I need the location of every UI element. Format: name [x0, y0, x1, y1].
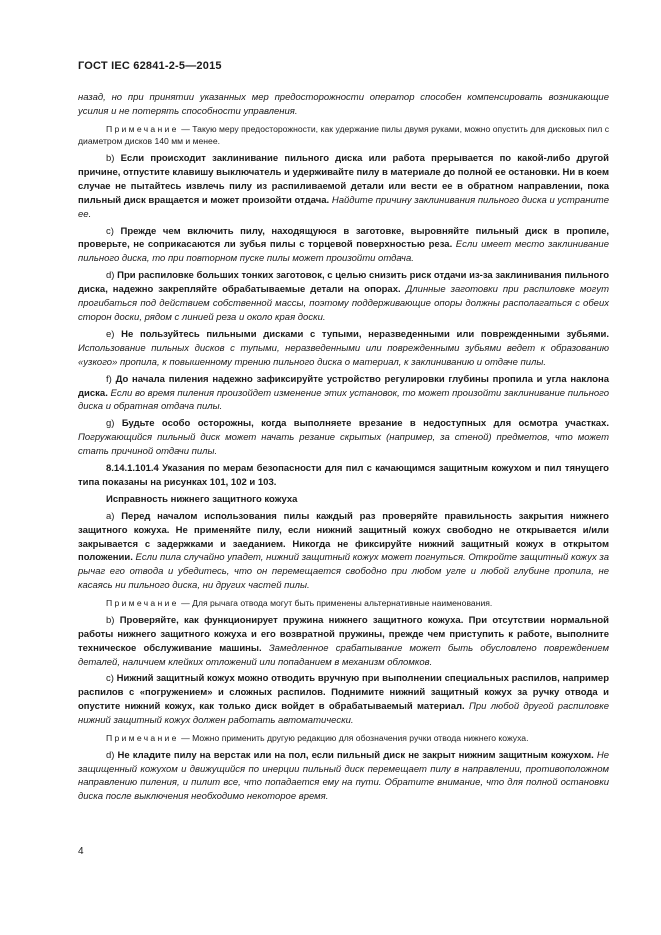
body-paragraph — [78, 373, 609, 415]
italic-text: Замедленное срабатывание может быть обусловлено повреждением деталей, наличием клейких отложений или попаданием в механизм обломков. — [78, 642, 609, 668]
italic-text: Погружающийся пильный диск может начать резание скрытых (например, за стеной) предметов, что может стать причиной отдачи пилы. — [78, 432, 609, 458]
bold-text: До начала пиления надежно зафиксируйте устройство регулировки глубины пропила и угла наклона диска. — [78, 373, 609, 399]
bold-text: Перед началом использования пилы каждый раз проверяйте правильность закрытия нижнего защитного кожуха. Не применяйте пилу, если нижний защитный кожух свободно не открывается и/или закрывается с задержками и заеданием. Никогда не фиксируйте нижний защитный кожух в открытом положении. — [78, 510, 609, 564]
italic-text: При любой другой распиловке нижний защитный кожух должен работать автоматически. — [78, 701, 609, 727]
italic-text: Найдите причину заклинивания пильного диска и устраните ее. — [78, 194, 609, 220]
page-number: 4 — [78, 846, 84, 857]
body-paragraph — [78, 328, 609, 370]
text-run: a) — [106, 510, 122, 522]
note-label: Примечание — [106, 123, 179, 134]
body-paragraph — [78, 417, 609, 459]
italic-text: Не защищенный кожухом и движущийся по инерции пильный диск перемещает пилу в направлении, противоположном направлению пиления, и пилит все, что попадается ему на пути. Обратите внимание, что для полной остановки диска после выключения необходимо некоторое время. — [78, 749, 609, 803]
text-run: c) — [106, 673, 117, 685]
text-run: b) — [106, 153, 121, 164]
body-paragraph — [78, 614, 609, 670]
text-run: e) — [106, 328, 122, 340]
note-label: Примечание — [106, 733, 179, 744]
body-paragraph — [78, 749, 609, 805]
document-header: ГОСТ IEC 62841-2-5—2015 — [78, 60, 222, 72]
document-body — [78, 88, 609, 804]
body-paragraph — [78, 225, 609, 267]
bold-text: 8.14.1.101.4 Указания по мерам безопасности для пил с качающимся защитным кожухом и пил тянущего типа показаны на рисунках 101, 102 и 103. — [78, 463, 609, 488]
body-paragraph — [78, 672, 609, 728]
text-run: f) — [106, 373, 116, 385]
note-paragraph — [78, 123, 609, 148]
bold-text: Исправность нижнего защитного кожуха — [106, 493, 298, 505]
bold-text: Прежде чем включить пилу, находящуюся в заготовке, выровняйте пильный диск в пропиле, проверьте, не соприкасаются ли зубья пилы с торцевой поверхностью реза. — [78, 225, 609, 251]
body-paragraph — [78, 510, 609, 593]
text-run: d) — [106, 749, 118, 761]
bold-text: Не кладите пилу на верстак или на пол, если пильный диск не закрыт нижним защитным кожухом. — [117, 749, 594, 761]
body-paragraph — [78, 462, 609, 490]
note-paragraph — [78, 597, 609, 610]
body-paragraph — [78, 91, 609, 119]
note-label: Примечание — [106, 598, 179, 609]
note-text: — Такую меру предосторожности, как удержание пилы двумя руками, можно опустить для дисковых пил с диаметром дисков 140 мм и менее. — [78, 123, 609, 147]
bold-text: Не пользуйтесь пильными дисками с тупыми, неразведенными или поврежденными зубьями. — [121, 328, 609, 340]
bold-text: Проверяйте, как функционирует пружина нижнего защитного кожуха. При отсутствии нормальной работы нижнего защитного кожуха и его возвратной пружины, прежде чем приступить к работе, выполните техническое обслуживание машины. — [78, 614, 609, 654]
body-paragraph — [78, 152, 609, 222]
text-run: d) — [106, 270, 118, 282]
body-paragraph — [78, 493, 609, 507]
bold-text: Нижний защитный кожух можно отводить вручную при выполнении специальных распилов, например распилов с «погружением» и сложных распилов. Поднимите нижний защитный кожух за ручку отвода и опустите нижний кожух, как только диск войдет в обрабатываемый материал. — [78, 673, 609, 713]
text-run: c) — [106, 225, 121, 237]
text-run: g) — [106, 418, 122, 430]
italic-text: Если имеет место заклинивание пильного диска, то при повторном пуске пилы может произойти отдача. — [78, 239, 609, 265]
italic-text: Если пила случайно упадет, нижний защитный кожух может погнуться. Откройте защитный кожух за рычаг его отвода и убедитесь, что он перемещается свободно при любом угле и любой глубине пропила, не касаясь ни пильного диска, ни других частей пилы. — [78, 552, 609, 592]
bold-text: Если происходит заклинивание пильного диска или работа прерывается по какой-либо другой причине, отпустите клавишу выключатель и удерживайте пилу в материале до полной ее остановки. Ни в коем случае не пытайтесь извлечь пилу из распиливаемой детали или вести ее в обратном направлении, пока пильный диск вращается и может произойти отдача. — [78, 153, 609, 206]
note-paragraph — [78, 732, 609, 745]
italic-text: Использование пильных дисков с тупыми, неразведенными или поврежденными зубьями ведет к образованию «узкого» пропила, к повышенному трению пильного диска о материал, к заклиниванию и отдаче пилы. — [78, 342, 609, 368]
italic-text: Длинные заготовки при распиловке могут прогибаться под действием собственной массы, поэтому поддерживающие опоры должны располагаться с обеих сторон доски, рядом с линией реза и около края доски. — [78, 284, 609, 323]
note-text: — Можно применить другую редакцию для обозначения ручки отвода нижнего кожуха. — [178, 733, 529, 744]
note-text: — Для рычага отвода могут быть применены альтернативные наименования. — [178, 598, 493, 609]
body-paragraph — [78, 269, 609, 325]
text-run: b) — [106, 614, 120, 626]
bold-text: Будьте особо осторожны, когда выполняете врезание в недоступных для осмотра участках. — [121, 418, 609, 430]
bold-text: При распиловке больших тонких заготовок, с целью снизить риск отдачи из-за заклинивания пильного диска, надежно закрепляйте обрабатываемые детали на опорах. — [78, 270, 609, 296]
italic-text: назад, но при принятии указанных мер предосторожности оператор способен компенсировать возникающие усилия и не потерять способности управления. — [78, 92, 609, 117]
italic-text: Если во время пиления произойдет изменение этих установок, то может произойти заклинивание пильного диска и обратная отдача пилы. — [78, 387, 609, 413]
